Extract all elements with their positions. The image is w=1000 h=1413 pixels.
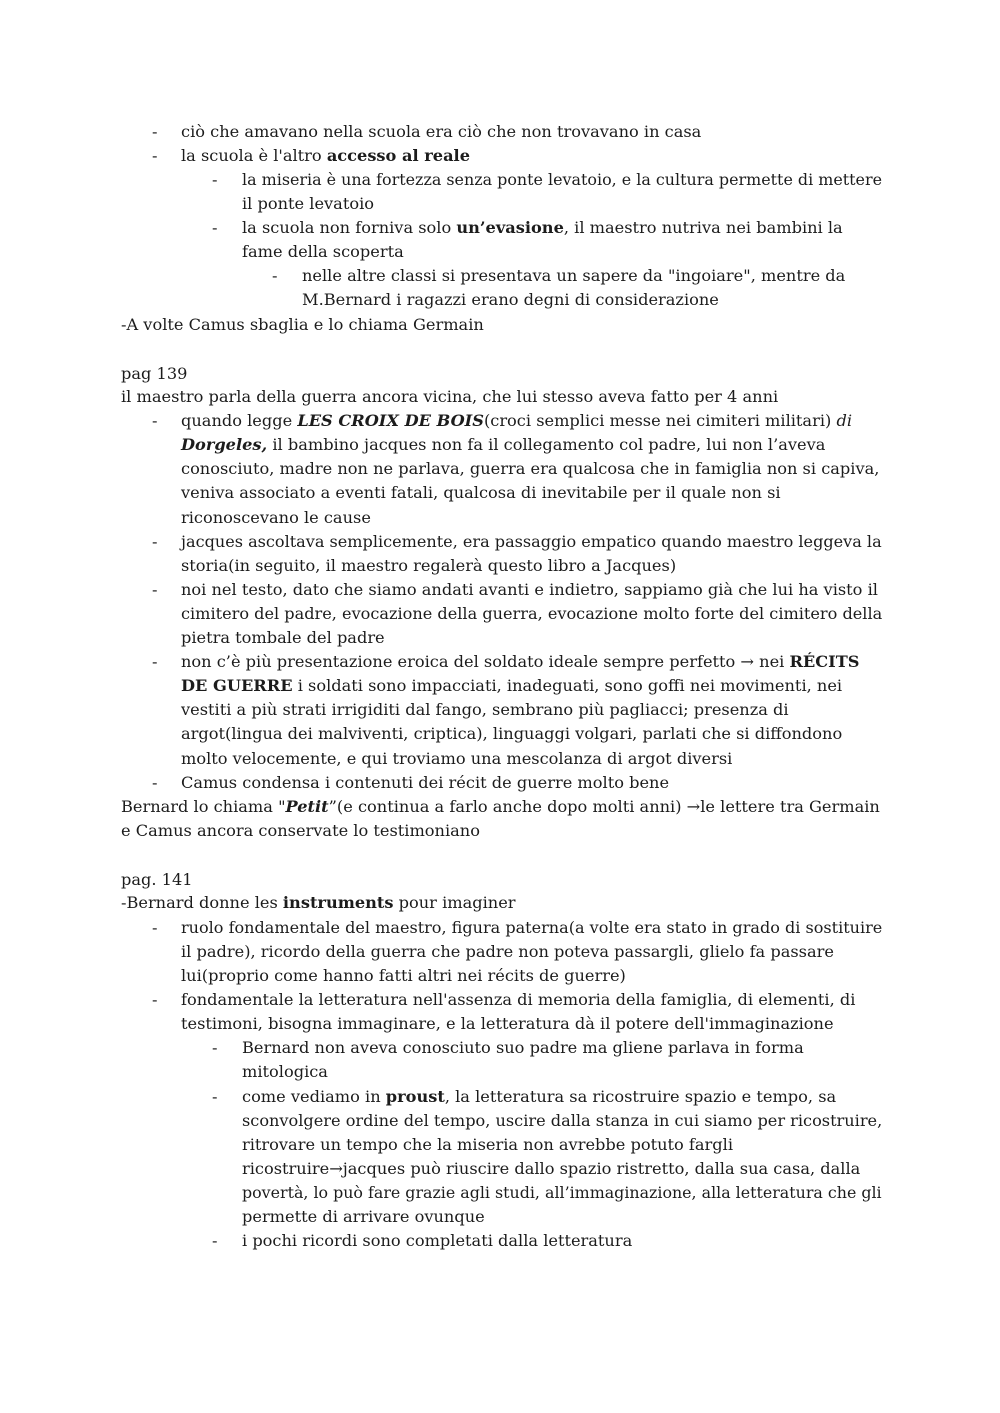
text-line: la miseria è una fortezza senza ponte levatoio, e la cultura permette di mettere <box>242 170 883 189</box>
text-line: quando legge LES CROIX DE BOIS(croci semplici messe nei cimiteri militari) di <box>181 411 853 430</box>
text-line: testimoni, bisogna immaginare, e la letteratura dà il potere dell'immaginazione <box>181 1014 834 1033</box>
bullet-dash: - <box>212 1087 218 1106</box>
author-name: Dorgeles, <box>181 435 268 454</box>
text-line: molto velocemente, e qui troviamo una mescolanza di argot diversi <box>181 749 733 768</box>
text-line: e Camus ancora conservate lo testimoniano <box>121 821 480 840</box>
text-line: Bernard lo chiama "Petit”(e continua a farlo anche dopo molti anni) →le lettere tra Germain <box>121 797 880 816</box>
text-line: cimitero del padre, evocazione della guerra, evocazione molto forte del cimitero della <box>181 604 883 623</box>
bullet-dash: - <box>152 411 158 430</box>
bullet-dash: - <box>152 122 158 141</box>
bullet-dash: - <box>212 170 218 189</box>
text-line: argot(lingua dei malviventi, criptica), linguaggi volgari, parlati che si diffondono <box>181 724 843 743</box>
text-line: Dorgeles, il bambino jacques non fa il collegamento col padre, lui non l’aveva <box>181 435 826 454</box>
text-line: fondamentale la letteratura nell'assenza di memoria della famiglia, di elementi, di <box>181 990 856 1009</box>
bullet-dash: - <box>152 918 158 937</box>
text-line: permette di arrivare ovunque <box>242 1207 485 1226</box>
text-line: veniva associato a eventi fatali, qualcosa di inevitabile per il quale non si <box>181 483 781 502</box>
text-line: vestiti a più strati irrigiditi dal fango, sembrano più pagliacci; presenza di <box>181 700 789 719</box>
bold-phrase: DE GUERRE <box>181 676 293 695</box>
text-line: lui(proprio come hanno fatti altri nei récits de guerre) <box>181 966 626 985</box>
bullet-dash: - <box>212 1038 218 1057</box>
bold-phrase: un’evasione <box>456 218 564 237</box>
text-line: nelle altre classi si presentava un sapere da "ingoiare", mentre da <box>302 266 846 285</box>
bold-phrase: instruments <box>282 893 394 912</box>
bullet-dash: - <box>152 990 158 1009</box>
quoted-word: Petit <box>285 797 329 816</box>
page-reference: pag. 141 <box>121 870 193 889</box>
text-line: riconoscevano le cause <box>181 508 371 527</box>
text-line: la scuola non forniva solo un’evasione, il maestro nutriva nei bambini la <box>242 218 843 237</box>
text-line: Camus condensa i contenuti dei récit de guerre molto bene <box>181 773 670 792</box>
text-line: Bernard non aveva conosciuto suo padre ma gliene parlava in forma <box>242 1038 804 1057</box>
bullet-dash: - <box>152 652 158 671</box>
bold-phrase: accesso al reale <box>326 146 471 165</box>
text-line: storia(in seguito, il maestro regalerà questo libro a Jacques) <box>181 556 677 575</box>
text-line: sconvolgere ordine del tempo, uscire dalla stanza in cui siamo per ricostruire, <box>242 1111 883 1130</box>
text-line: il padre), ricordo della guerra che padre non poteva passargli, glielo fa passare <box>181 942 834 961</box>
bullet-dash: - <box>152 146 158 165</box>
bullet-dash: - <box>152 773 158 792</box>
text-line: non c’è più presentazione eroica del soldato ideale sempre perfetto → nei RÉCITS <box>181 652 860 671</box>
text-line: jacques ascoltava semplicemente, era passaggio empatico quando maestro leggeva la <box>181 532 882 551</box>
text-line: conosciuto, madre non ne parlava, guerra era qualcosa che in famiglia non si capiva, <box>181 459 880 478</box>
bold-phrase: RÉCITS <box>789 652 860 671</box>
bullet-dash: - <box>212 1231 218 1250</box>
text-line: come vediamo in proust, la letteratura sa ricostruire spazio e tempo, sa <box>242 1087 837 1106</box>
text-line: povertà, lo può fare grazie agli studi, all’immaginazione, alla letteratura che gli <box>242 1183 882 1202</box>
text-line: pietra tombale del padre <box>181 628 385 647</box>
text-line: DE GUERRE i soldati sono impacciati, inadeguati, sono goffi nei movimenti, nei <box>181 676 843 695</box>
book-title: LES CROIX DE BOIS <box>297 411 484 430</box>
text-line: ricostruire→jacques può riuscire dallo spazio ristretto, dalla sua casa, dalla <box>242 1159 861 1178</box>
bullet-dash: - <box>212 218 218 237</box>
text-line: i pochi ricordi sono completati dalla letteratura <box>242 1231 633 1250</box>
text-line: noi nel testo, dato che siamo andati avanti e indietro, sappiamo già che lui ha visto il <box>181 580 878 599</box>
text-line: ritrovare un tempo che la miseria non avrebbe potuto fargli <box>242 1135 733 1154</box>
text-line: il ponte levatoio <box>242 194 374 213</box>
bullet-dash: - <box>152 580 158 599</box>
text-line: la scuola è l'altro accesso al reale <box>181 146 471 165</box>
text-line: il maestro parla della guerra ancora vicina, che lui stesso aveva fatto per 4 anni <box>121 387 779 406</box>
text-line: -Bernard donne les instruments pour imaginer <box>121 893 516 912</box>
text-line: M.Bernard i ragazzi erano degni di considerazione <box>302 290 719 309</box>
text-line: mitologica <box>242 1062 328 1081</box>
bullet-dash: - <box>272 266 278 285</box>
page-reference: pag 139 <box>121 364 188 383</box>
text-line: fame della scoperta <box>242 242 404 261</box>
bold-phrase: proust <box>385 1087 445 1106</box>
text-line: ruolo fondamentale del maestro, figura paterna(a volte era stato in grado di sostituire <box>181 918 883 937</box>
text-line: -A volte Camus sbaglia e lo chiama Germain <box>121 315 484 334</box>
bullet-dash: - <box>152 532 158 551</box>
text-line: ciò che amavano nella scuola era ciò che non trovavano in casa <box>181 122 702 141</box>
